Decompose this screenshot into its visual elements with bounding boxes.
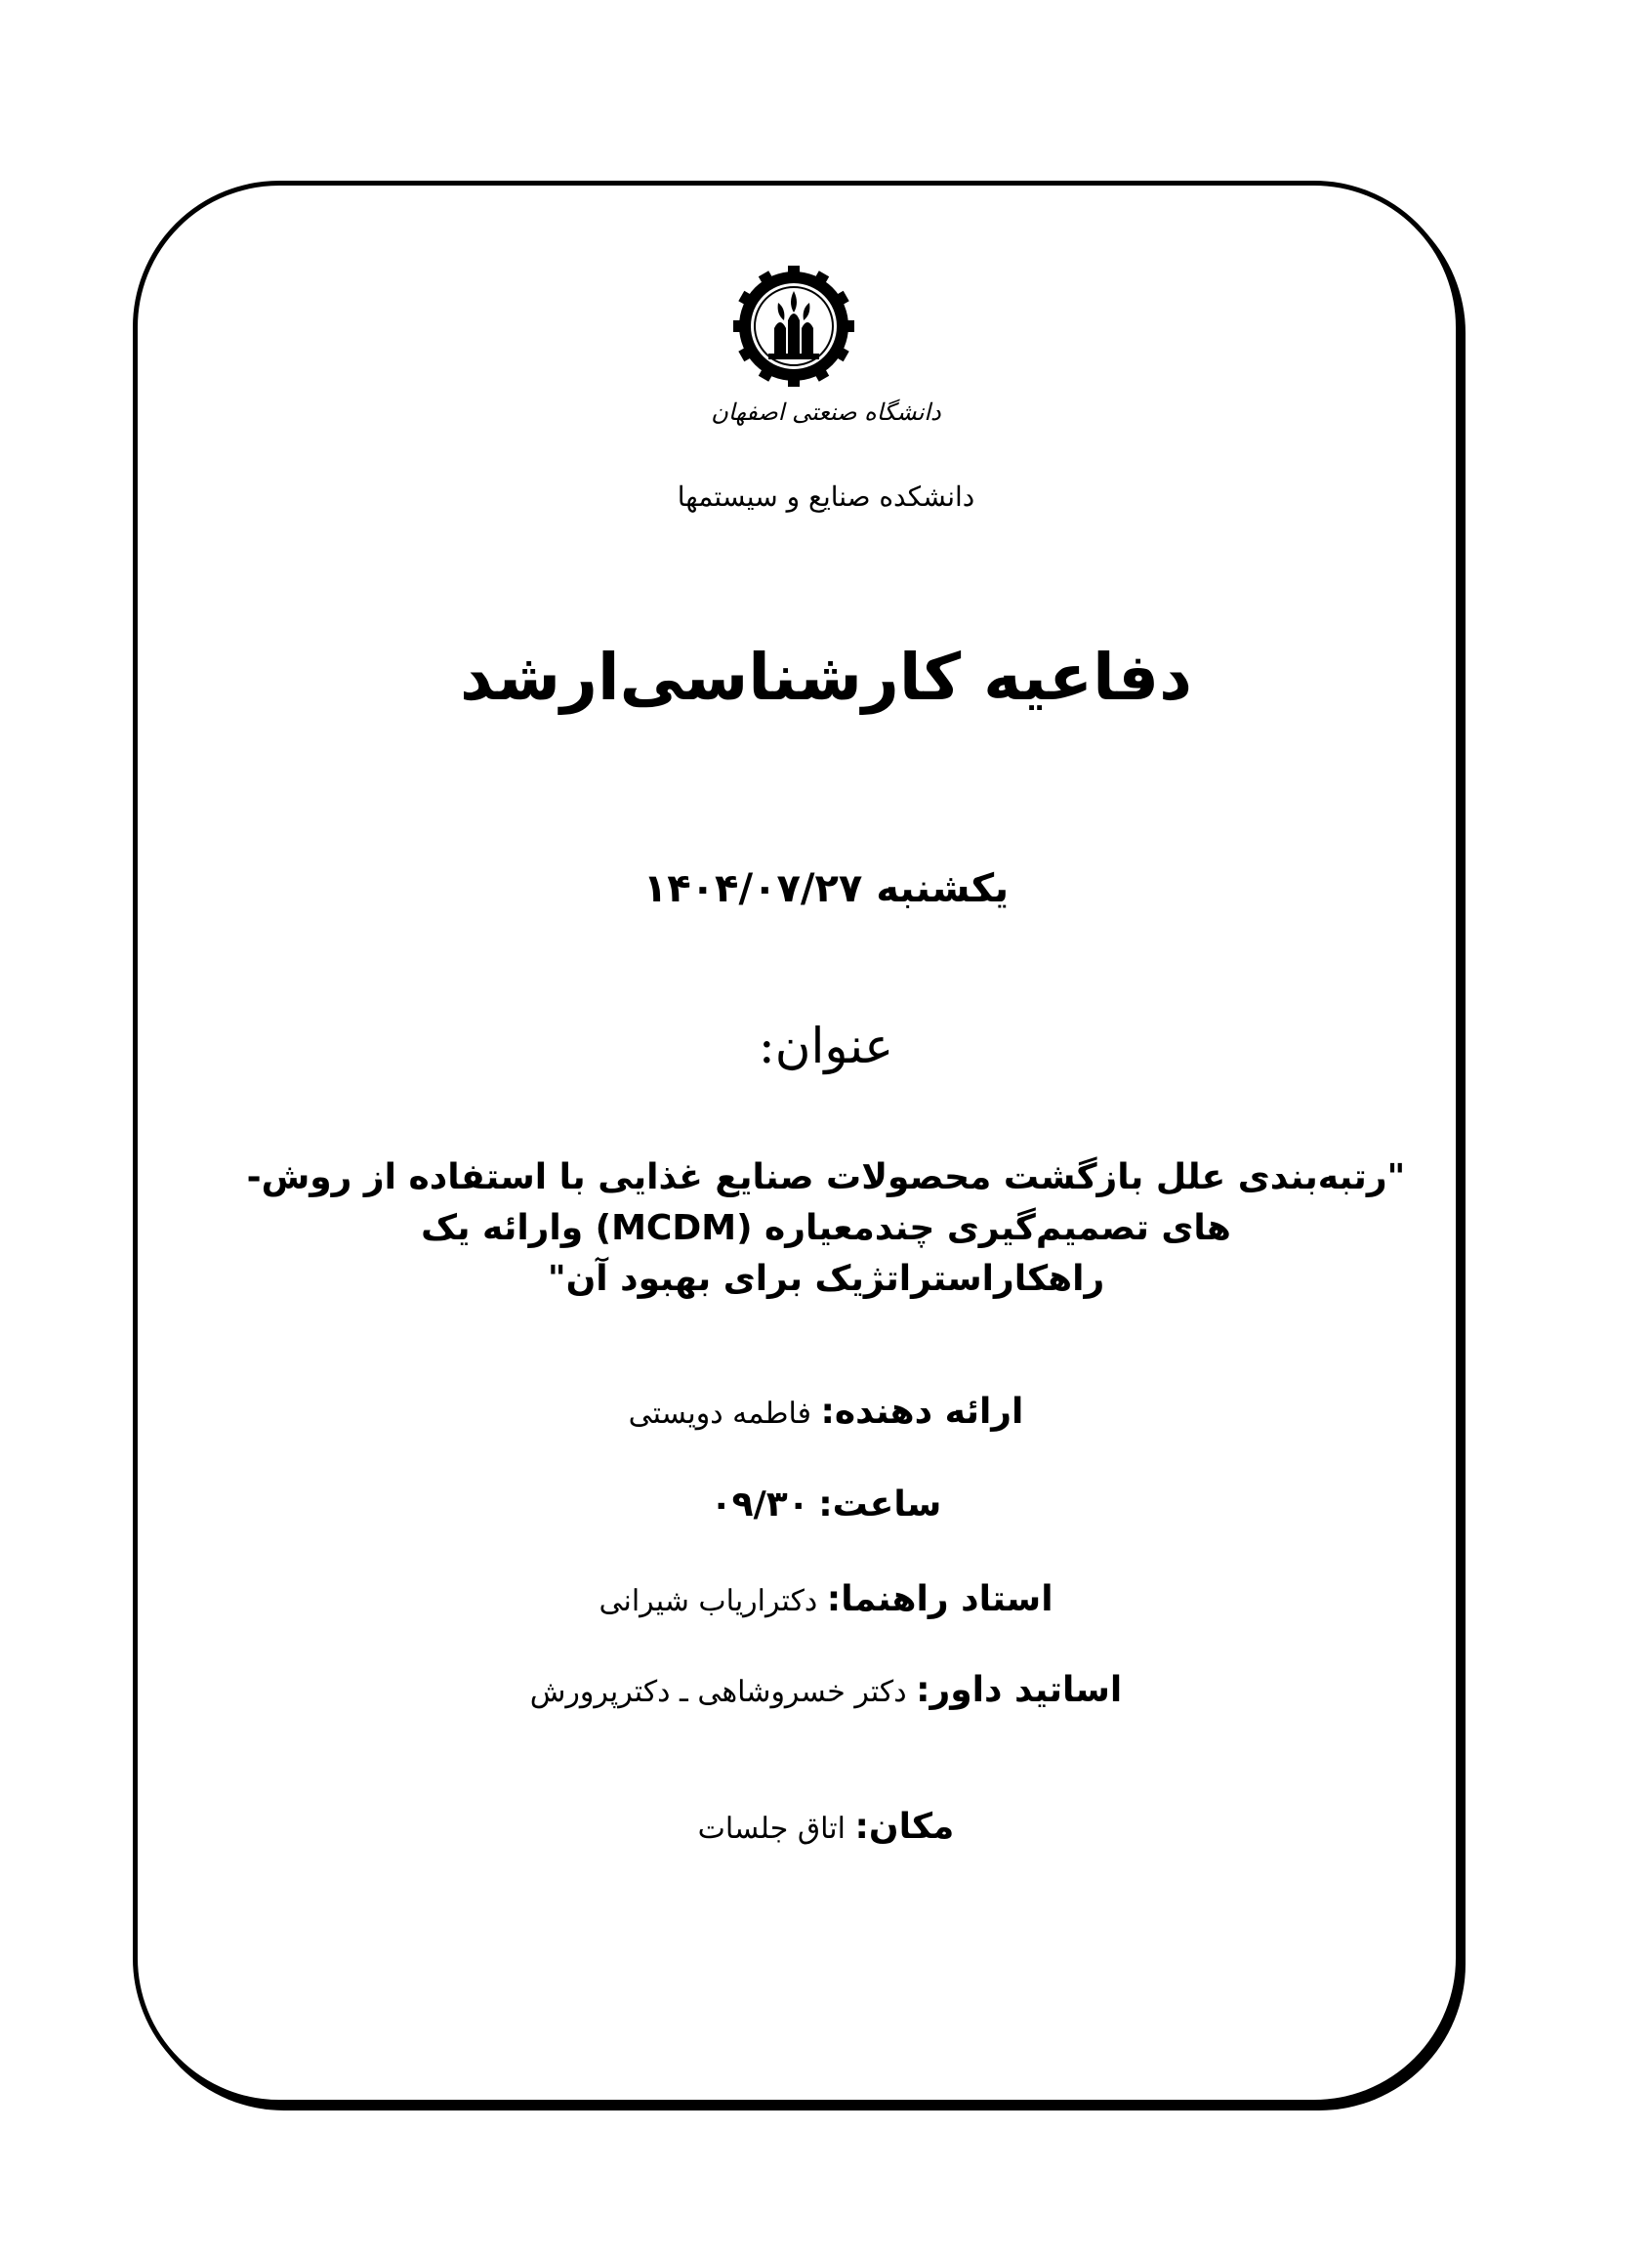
- advisor-row: [0, 1579, 1652, 1619]
- referees-label: اساتید داور:: [916, 1670, 1123, 1710]
- time-label: ساعت:: [818, 1484, 942, 1525]
- logo-caption: دانشگاه صنعتی اصفهان: [711, 398, 941, 426]
- defense-date: یکشنبه ۱۴۰۴/۰۷/۲۷: [642, 866, 1010, 911]
- presenter-value: فاطمه دویستی: [628, 1397, 811, 1431]
- referees-value: دکتر خسروشاهی ـ دکترپرورش: [529, 1675, 907, 1709]
- referees-row: [0, 1670, 1652, 1710]
- venue-row: [0, 1807, 1652, 1847]
- advisor-label: استاد راهنما:: [826, 1579, 1053, 1619]
- faculty-name: دانشکده صنایع و سیستمها: [677, 480, 975, 513]
- subject-label: عنوان:: [758, 1018, 894, 1074]
- venue-value: اتاق جلسات: [697, 1812, 846, 1846]
- page-title: دفاعیه کارشناسی‌ارشد: [459, 640, 1192, 715]
- time-value: ۰۹/۳۰: [710, 1484, 809, 1525]
- thesis-title-line: "رتبه‌بندی علل بازگشت محصولات صنایع غذایی با استفاده از روش-: [246, 1157, 1406, 1197]
- advisor-value: دکتراریاب شیرانی: [599, 1584, 818, 1618]
- thesis-title-line: های تصمیم‌گیری چندمعیاره (MCDM) وارائه یک: [421, 1208, 1231, 1248]
- presenter-row: [0, 1392, 1652, 1432]
- thesis-title-line: راهکاراستراتژیک برای بهبود آن": [547, 1259, 1105, 1299]
- thesis-title: [0, 1152, 1652, 1305]
- venue-label: مکان:: [854, 1807, 955, 1847]
- university-logo-icon: [731, 264, 856, 389]
- time-row: [0, 1484, 1652, 1525]
- presenter-label: ارائه دهنده:: [820, 1392, 1024, 1432]
